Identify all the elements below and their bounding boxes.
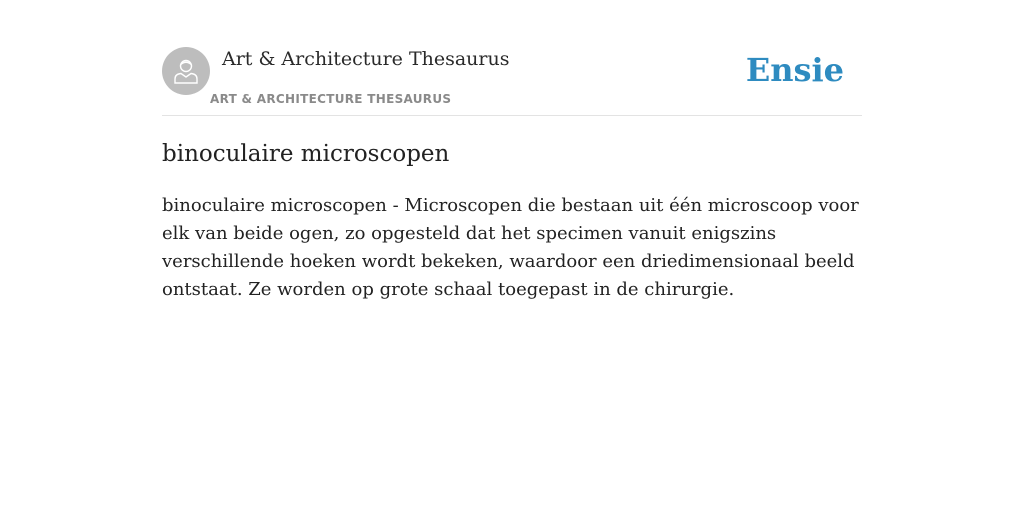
entry-header — [162, 46, 862, 116]
author-avatar[interactable] — [162, 47, 210, 95]
author-name-link[interactable]: Art & Architecture Thesaurus — [222, 48, 510, 70]
author-category-label: ART & ARCHITECTURE THESAURUS — [210, 92, 452, 106]
user-avatar-icon — [171, 56, 201, 86]
term-title: binoculaire microscopen — [162, 141, 450, 167]
ensie-logo[interactable]: Ensie — [745, 51, 844, 89]
term-definition: binoculaire microscopen - Microscopen die bestaan uit één microscoop voor elk van beide ogen, zo opgesteld dat het specimen vanuit enigszins verschillende hoeken wordt bekeken, waardoor een driedimensionaal beeld ontstaat. Ze worden op grote schaal toegepast in de chirurgie. — [162, 195, 859, 300]
